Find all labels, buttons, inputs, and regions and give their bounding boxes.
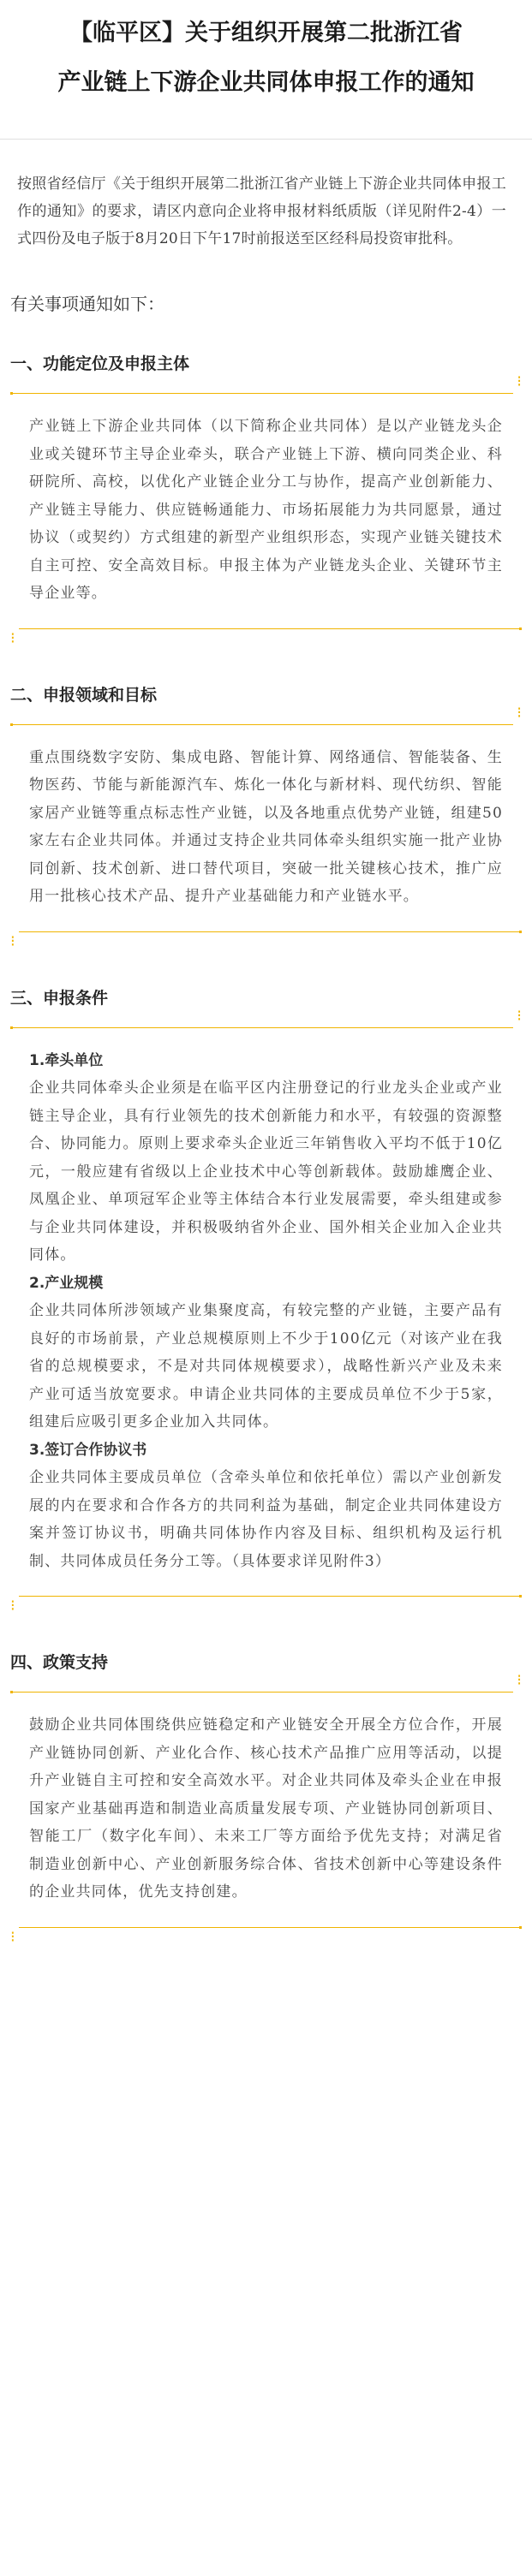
notice-line: 有关事项通知如下： <box>10 294 164 314</box>
box-top-border <box>10 1008 513 1028</box>
box-top-border <box>10 1673 513 1693</box>
section-heading-4: 四、政策支持 <box>10 1653 109 1672</box>
section-paragraph: 产业链上下游企业共同体（以下简称企业共同体）是以产业链龙头企业或关键环节主导企业牵头，联合产业链上下游、横向同类企业、科研院所、高校，以优化产业链企业分工与协作，提高产业创新能力、产业链主导能力、供应链畅通能力、市场拓展能力为共同愿景，通过协议（或契约）方式组建的新型产业组织形态，实现产业链关键技术自主可控、安全高效目标。申报主体为产业链龙头企业、关键环节主导企业等。 <box>29 418 503 602</box>
box-bottom-border <box>19 931 522 949</box>
section-heading-1: 一、功能定位及申报主体 <box>10 354 190 373</box>
box-top-border <box>10 705 513 725</box>
subsection-heading-lead-unit: 1.牵头单位 <box>29 1051 104 1069</box>
section-box-2 <box>10 705 522 949</box>
box-bottom-border <box>19 1596 522 1614</box>
section-paragraph: 重点围绕数字安防、集成电路、智能计算、网络通信、智能装备、生物医药、节能与新能源汽车、炼化一体化与新材料、现代纺织、智能家居产业链等重点标志性产业链，以及各地重点优势产业链，组建50家左右企业共同体。并通过支持企业共同体牵头组织实施一批产业协同创新、技术创新、进口替代项目，突破一批关键核心技术，推广应用一批核心技术产品、提升产业基础能力和产业链水平。 <box>29 748 503 905</box>
corner-ornament-icon: ⁝ <box>517 1671 522 1689</box>
box-top-border <box>10 374 513 394</box>
corner-ornament-icon: ⁝ <box>517 1006 522 1025</box>
box-bottom-border <box>19 1927 522 1945</box>
article-title <box>0 0 532 108</box>
corner-ornament-icon: ⁝ <box>517 372 522 390</box>
subsection-text-industry-scale: 企业共同体所涉领域产业集聚度高，有较完整的产业链，主要产品有良好的市场前景，产业总规模原则上不少于100亿元（对该产业在我省的总规模要求，不是对共同体规模要求），战略性新兴产业及未来产业可适当放宽要求。申请企业共同体的主要成员单位不少于5家，组建后应吸引更多企业加入共同体。 <box>29 1302 503 1431</box>
subsection-heading-industry-scale: 2.产业规模 <box>29 1274 104 1292</box>
section-paragraph: 鼓励企业共同体围绕供应链稳定和产业链安全开展全方位合作，开展产业链协同创新、产业化合作、核心技术产品推广应用等活动，以提升产业链自主可控和安全高效水平。对企业共同体及牵头企业在申报国家产业基础再造和制造业高质量发展专项、产业链协同创新项目、智能工厂（数字化车间）、未来工厂等方面给予优先支持；对满足省制造业创新中心、产业创新服务综合体、省技术创新中心等建设条件的企业共同体，优先支持创建。 <box>29 1716 503 1901</box>
corner-ornament-icon: ⁝ <box>10 931 15 950</box>
section-heading-2: 二、申报领域和目标 <box>10 685 158 705</box>
subsection-text-agreement: 企业共同体主要成员单位（含牵头单位和依托单位）需以产业创新发展的内在要求和合作各方的共同利益为基础，制定企业共同体建设方案并签订协议书，明确共同体协作内容及目标、组织机构及运行机制、共同体成员任务分工等。（具体要求详见附件3） <box>29 1469 503 1570</box>
subsection-text-lead-unit: 企业共同体牵头企业须是在临平区内注册登记的行业龙头企业或产业链主导企业，具有行业领先的技术创新能力和水平，有较强的资源整合、协同能力。原则上要求牵头企业近三年销售收入平均不低于10亿元，一般应建有省级以上企业技术中心等创新载体。鼓励雄鹰企业、凤凰企业、单项冠军企业等主体结合本行业发展需要，牵头组建或参与企业共同体建设，并积极吸纳省外企业、国外相关企业加入企业共同体。 <box>29 1080 503 1264</box>
title-line-1: 【临平区】关于组织开展第二批浙江省 <box>69 20 463 46</box>
section-box-4 <box>10 1673 522 1945</box>
title-divider <box>0 139 532 140</box>
corner-ornament-icon: ⁝ <box>10 1927 15 1946</box>
box-bottom-border <box>19 628 522 646</box>
corner-ornament-icon: ⁝ <box>517 703 522 722</box>
section-box-3 <box>10 1008 522 1615</box>
section-heading-3: 三、申报条件 <box>10 988 109 1008</box>
intro-paragraph: 按照省经信厅《关于组织开展第二批浙江省产业链上下游企业共同体申报工作的通知》的要求，请区内意向企业将申报材料纸质版（详见附件2-4）一式四份及电子版于8月20日下午17时前报送至区经科局投资审批科。 <box>17 176 506 247</box>
subsection-heading-agreement: 3.签订合作协议书 <box>29 1441 147 1459</box>
section-box-1 <box>10 374 522 646</box>
corner-ornament-icon: ⁝ <box>10 1597 15 1615</box>
corner-ornament-icon: ⁝ <box>10 628 15 647</box>
title-line-2: 产业链上下游企业共同体申报工作的通知 <box>57 69 475 96</box>
